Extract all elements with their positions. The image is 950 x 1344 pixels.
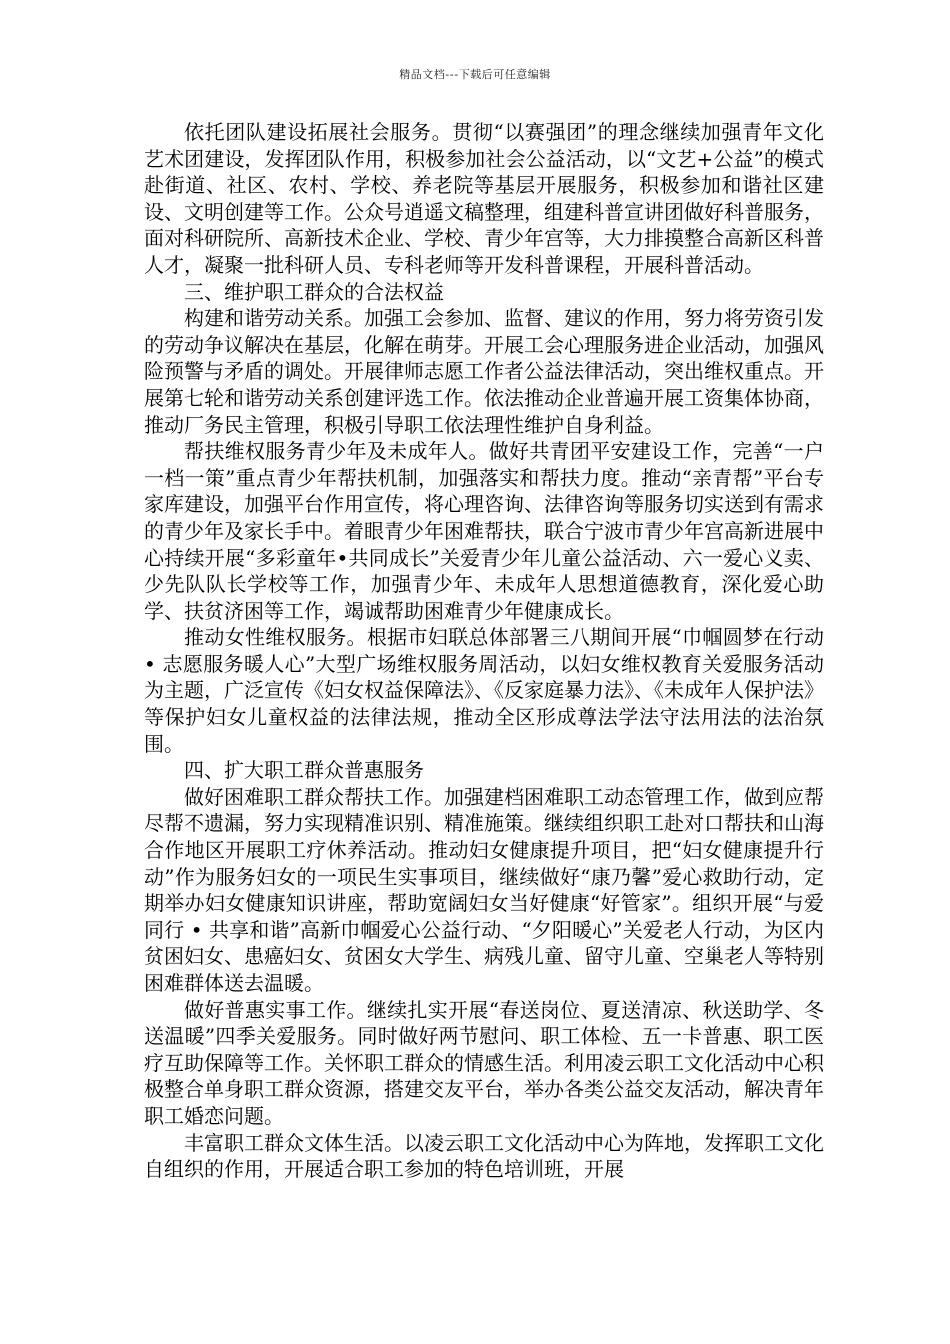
- paragraph-benefit-work: 做好普惠实事工作。继续扎实开展“春送岗位、夏送清凉、秋送助学、冬送温暖”四季关爱服务。同时做好两节慰问、职工体检、五一卡普惠、职工医疗互助保障等工作。关怀职工群众的情感生活。利用凌云职工文化活动中心积极整合单身职工群众资源，搭建交友平台，举办各类公益交友活动，解决青年职工婚恋问题。: [144, 997, 824, 1128]
- paragraph-cultural-life: 丰富职工群众文体生活。以凌云职工文化活动中心为阵地，发挥职工文化自组织的作用，开展适合职工参加的特色培训班，开展: [144, 1130, 824, 1182]
- paragraph-women-rights: 推动女性维权服务。根据市妇联总体部署三八期间开展“巾帼圆梦在行动 • 志愿服务暖人心”大型广场维权服务周活动，以妇女维权教育关爱服务活动为主题，广泛宣传《妇女权益保障法》、《反家庭暴力法》、《未成年人保护法》等保护妇女儿童权益的法律法规，推动全区形成尊法学法守法用法的法治氛围。: [144, 625, 824, 756]
- section-heading-4: 四、扩大职工群众普惠服务: [184, 758, 424, 783]
- document-body: [144, 119, 824, 1183]
- page-header: 精品文档---下载后可任意编辑: [399, 68, 551, 81]
- section-heading-3: 三、维护职工群众的合法权益: [184, 279, 444, 304]
- paragraph-labor-relations: 构建和谐劳动关系。加强工会参加、监督、建议的作用，努力将劳资引发的劳动争议解决在基层，化解在萌芽。开展工会心理服务进企业活动，加强风险预警与矛盾的调处。开展律师志愿工作者公益法律活动，突出维权重点。开展第七轮和谐劳动关系创建评选工作。依法推动企业普遍开展工资集体协商，推动厂务民主管理，积极引导职工依法理性维护自身利益。: [144, 306, 824, 437]
- paragraph-team-service: 依托团队建设拓展社会服务。贯彻“以赛强团”的理念继续加强青年文化艺术团建设，发挥团队作用，积极参加社会公益活动，以“文艺+公益”的模式赴街道、社区、农村、学校、养老院等基层开展服务，积极参加和谐社区建设、文明创建等工作。公众号逍遥文稿整理，组建科普宣讲团做好科普服务，面对科研院所、高新技术企业、学校、青少年宫等，大力排摸整合高新区科普人才，凝聚一批科研人员、专科老师等开发科普课程，开展科普活动。: [144, 120, 824, 277]
- paragraph-youth-rights: 帮扶维权服务青少年及未成年人。做好共青团平安建设工作，完善“一户一档一策”重点青少年帮扶机制，加强落实和帮扶力度。推动“亲青帮”平台专家库建设，加强平台作用宣传，将心理咨询、法律咨询等服务切实送到有需求的青少年及家长手中。着眼青少年困难帮扶，联合宁波市青少年宫高新进展中心持续开展“多彩童年•共同成长”关爱青少年儿童公益活动、六一爱心义卖、少先队队长学校等工作，加强青少年、未成年人思想道德教育，深化爱心助学、扶贫济困等工作，竭诚帮助困难青少年健康成长。: [144, 439, 824, 623]
- paragraph-hardship-assistance: 做好困难职工群众帮扶工作。加强建档困难职工动态管理工作，做到应帮尽帮不遗漏，努力实现精准识别、精准施策。继续组织职工赴对口帮扶和山海合作地区开展职工疗休养活动。推动妇女健康提升项目，把“妇女健康提升行动”作为服务妇女的一项民生实事项目，继续做好“康乃馨”爱心救助行动，定期举办妇女健康知识讲座，帮助宽阔妇女当好健康“好管家”。组织开展“与爱同行 • 共享和谐”高新巾帼爱心公益行动、“夕阳暖心”关爱老人行动，为区内贫困妇女、患癌妇女、贫困女大学生、病残儿童、留守儿童、空巢老人等特别困难群体送去温暖。: [144, 784, 824, 995]
